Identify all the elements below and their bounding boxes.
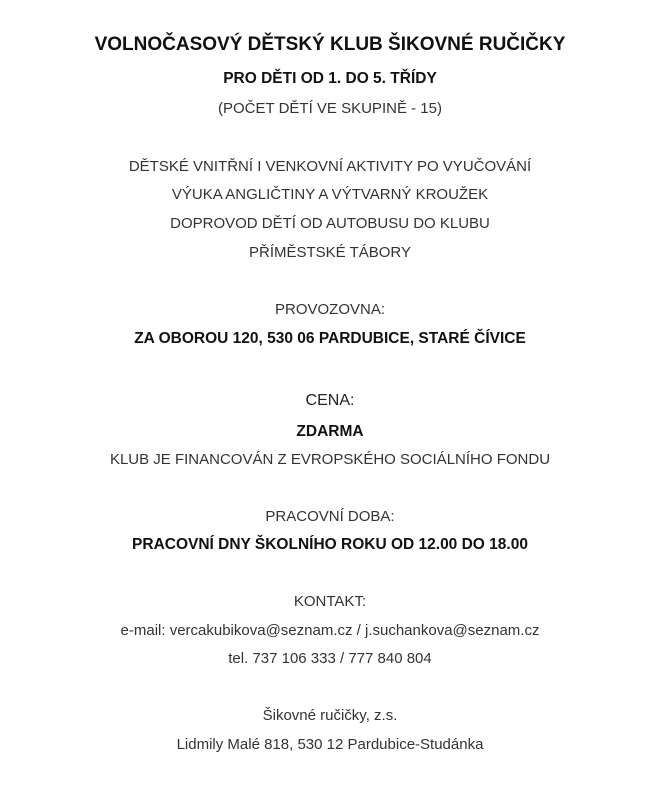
funding-note: KLUB JE FINANCOVÁN Z EVROPSKÉHO SOCIÁLNÍHO FONDU [109,451,551,468]
contact-label: KONTAKT: [293,593,367,610]
price-value: ZDARMA [296,423,364,440]
contact-email: e-mail: vercakubikova@seznam.cz / j.suchankova@seznam.cz [120,622,540,639]
group-size-note: (POČET DĚTÍ VE SKUPINĚ - 15) [218,100,442,117]
location-label: PROVOZOVNA: [274,301,386,318]
activity-item: DOPROVOD DĚTÍ OD AUTOBUSU DO KLUBU [170,215,490,232]
hours-value: PRACOVNÍ DNY ŠKOLNÍHO ROKU OD 12.00 DO 18.00 [132,536,528,553]
organization-name: Šikovné ručičky, z.s. [262,707,398,724]
activity-item: PŘÍMĚSTSKÉ TÁBORY [249,244,411,261]
contact-phone: tel. 737 106 333 / 777 840 804 [228,650,432,667]
location-address: ZA OBOROU 120, 530 06 PARDUBICE, STARÉ ČÍVICE [134,330,526,347]
organization-address: Lidmily Malé 818, 530 12 Pardubice-Studánka [176,736,484,753]
hours-label: PRACOVNÍ DOBA: [265,508,395,525]
price-label: CENA: [305,392,355,409]
age-subtitle: PRO DĚTI OD 1. DO 5. TŘÍDY [223,70,437,87]
page-title: VOLNOČASOVÝ DĚTSKÝ KLUB ŠIKOVNÉ RUČIČKY [94,34,566,55]
activity-item: VÝUKA ANGLIČTINY A VÝTVARNÝ KROUŽEK [171,186,489,203]
activity-item: DĚTSKÉ VNITŘNÍ I VENKOVNÍ AKTIVITY PO VYUČOVÁNÍ [128,158,532,175]
